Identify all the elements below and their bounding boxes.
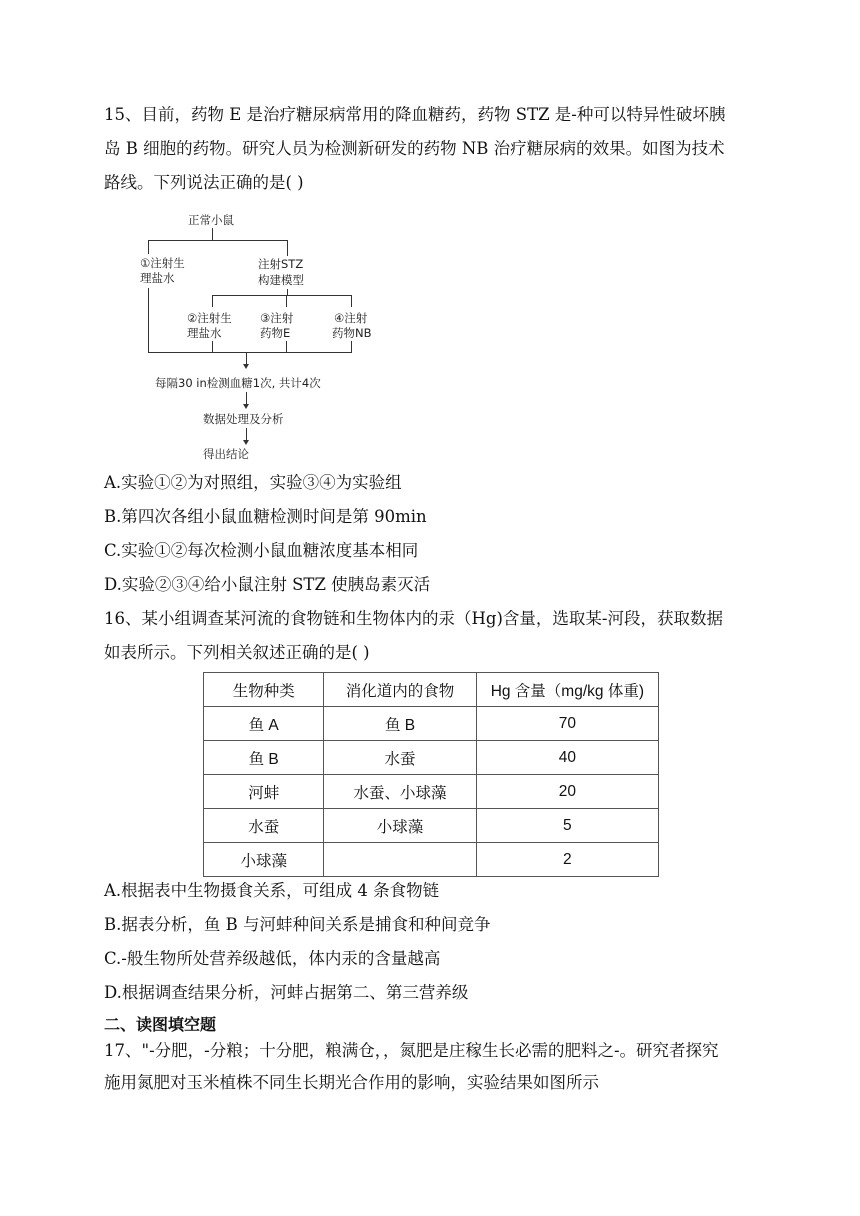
flow-top: 正常小鼠 [188, 213, 234, 227]
table-cell: 小球藻 [204, 843, 324, 877]
table-cell [324, 843, 476, 877]
branch1-b: 理盐水 [140, 271, 175, 285]
table-cell: 2 [476, 843, 658, 877]
q16-option-a: A.根据表中生物摄食关系，可组成 4 条食物链 [104, 881, 440, 900]
q16-line-2: 如表所示。下列相关叙述正确的是( ) [104, 643, 370, 662]
table-row [204, 741, 659, 775]
flow-step-3: 得出结论 [203, 447, 249, 461]
branch4-b: 药物NB [332, 326, 372, 340]
q16-option-b: B.据表分析，鱼 B 与河蚌种间关系是捕食和种间竞争 [104, 915, 491, 934]
table-cell: 20 [476, 775, 658, 809]
flow-step-1: 每隔30 in检测血糖1次, 共计4次 [155, 376, 321, 390]
branch4-a: ④注射 [334, 311, 368, 325]
q16-option-d: D.根据调查结果分析，河蚌占据第二、第三营养级 [104, 983, 469, 1002]
branch3-a: ③注射 [260, 311, 294, 325]
table-cell: 水蚕 [204, 809, 324, 843]
table-cell: 河蚌 [204, 775, 324, 809]
table-cell: 水蚕 [324, 741, 476, 775]
stz-a: 注射STZ [258, 257, 304, 271]
table-cell: 70 [476, 707, 658, 741]
q15-option-b: B.第四次各组小鼠血糖检测时间是第 90min [104, 507, 427, 526]
table-cell: 鱼 A [204, 707, 324, 741]
q17-line-1: 17、"-分肥，-分粮；十分肥，粮满仓，，氮肥是庄稼生长必需的肥料之-。研究者探究 [104, 1041, 719, 1060]
q15-line-1: 15、目前，药物 E 是治疗糖尿病常用的降血糖药，药物 STZ 是-种可以特异性破坏胰 [104, 105, 726, 124]
table-cell: 鱼 B [324, 707, 476, 741]
table-cell: 小球藻 [324, 809, 476, 843]
branch3-b: 药物E [260, 326, 291, 340]
section-heading: 二、读图填空题 [104, 1015, 217, 1034]
q16-option-c: C.-般生物所处营养级越低，体内汞的含量越高 [104, 949, 441, 968]
table-cell: 水蚕、小球藻 [324, 775, 476, 809]
table-header: 消化道内的食物 [324, 673, 476, 707]
q15-line-2: 岛 B 细胞的药物。研究人员为检测新研发的药物 NB 治疗糖尿病的效果。如图为技术 [104, 139, 725, 158]
branch2-b: 理盐水 [187, 326, 222, 340]
hg-table [203, 672, 659, 877]
table-header: Hg 含量（mg/kg 体重) [476, 673, 658, 707]
table-row [204, 843, 659, 877]
table-cell: 5 [476, 809, 658, 843]
table-cell: 鱼 B [204, 741, 324, 775]
table-header: 生物种类 [204, 673, 324, 707]
flow-step-2: 数据处理及分析 [203, 412, 284, 426]
table-row [204, 707, 659, 741]
branch1-a: ①注射生 [140, 256, 185, 270]
table-row [204, 775, 659, 809]
table-cell: 40 [476, 741, 658, 775]
table-row [204, 809, 659, 843]
q15-line-3: 路线。下列说法正确的是( ) [104, 173, 304, 192]
q17-line-2: 施用氮肥对玉米植株不同生长期光合作用的影响，实验结果如图所示 [104, 1073, 599, 1092]
q15-option-d: D.实验②③④给小鼠注射 STZ 使胰岛素灭活 [104, 575, 431, 594]
flowchart [0, 0, 860, 470]
q16-line-1: 16、某小组调查某河流的食物链和生物体内的汞（Hg)含量，选取某-河段，获取数据 [104, 609, 723, 628]
q15-option-c: C.实验①②每次检测小鼠血糖浓度基本相同 [104, 541, 419, 560]
table-header-row [204, 673, 659, 707]
stz-b: 构建模型 [258, 273, 304, 287]
branch2-a: ②注射生 [187, 311, 232, 325]
q15-option-a: A.实验①②为对照组，实验③④为实验组 [104, 473, 402, 492]
